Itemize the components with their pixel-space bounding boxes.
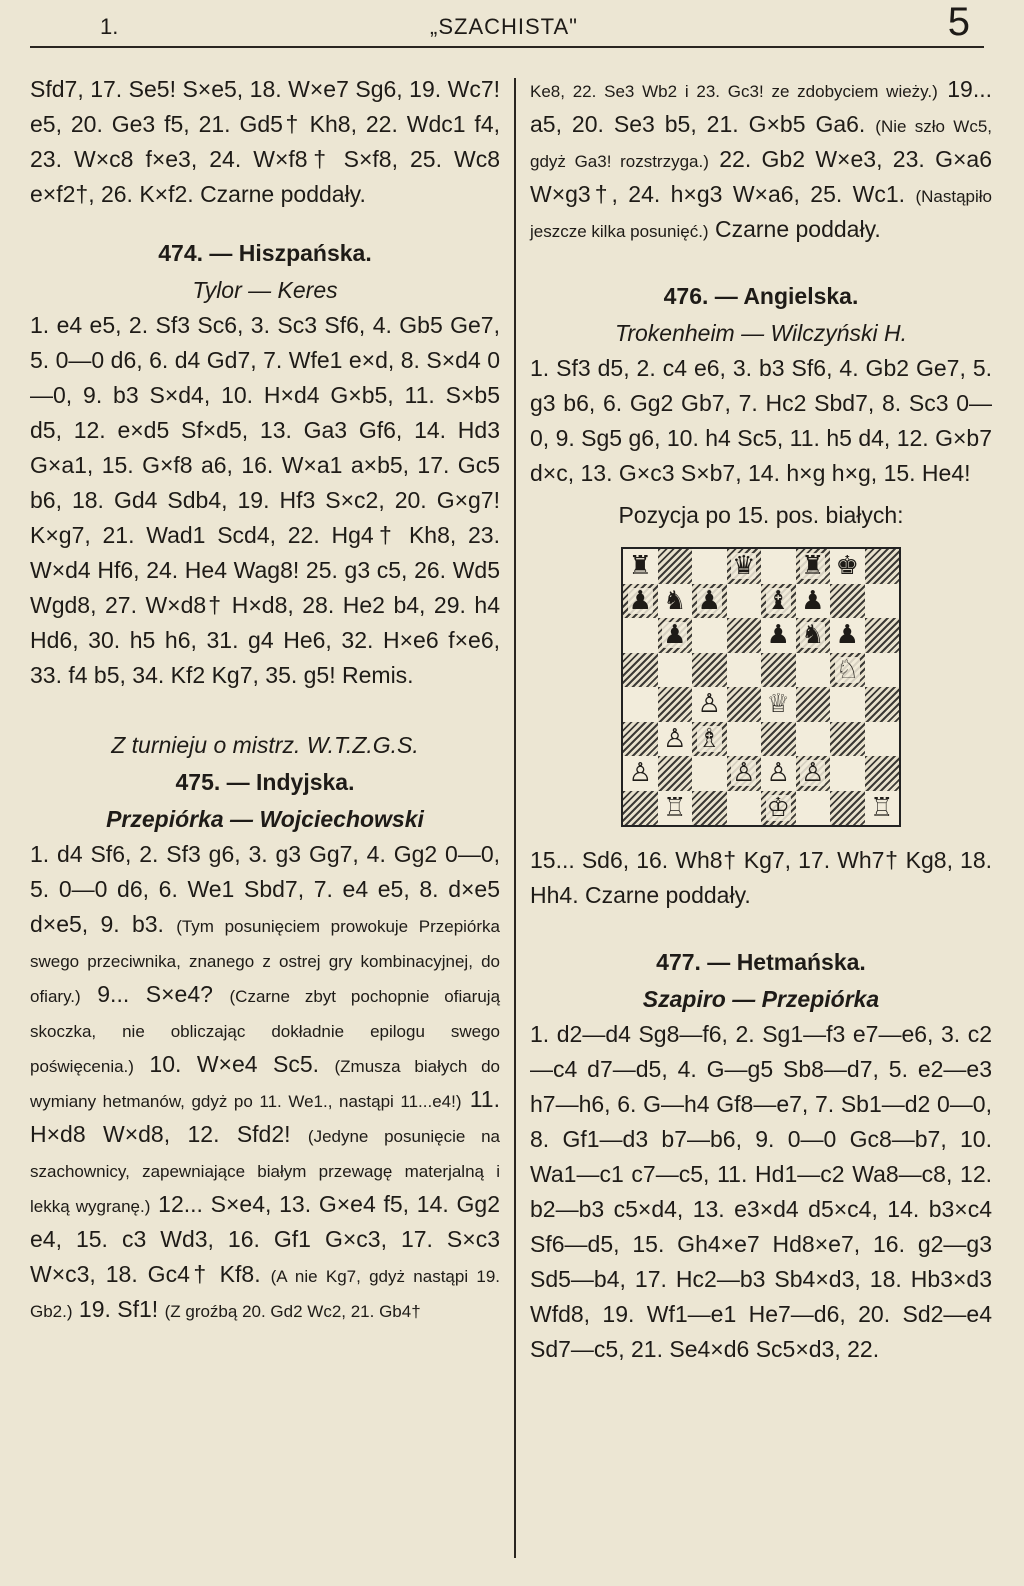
board-square (727, 584, 762, 619)
board-square (692, 722, 727, 757)
board-square (796, 722, 831, 757)
board-square (865, 653, 900, 688)
game-476-moves: 1. Sf3 d5, 2. c4 e6, 3. b3 Sf6, 4. Gb2 Ge7, 5. g3 b6, 6. Gg2 Gb7, 7. Hc2 Sbd7, 8. Sc3 0—0, 9. Sg5 g6, 10. h4 Sc5, 11. h5 d4, 12. G×b7 d×c, 13. G×c3 S×b7, 14. h×g h×g, 15. He4! (530, 355, 992, 486)
chess-piece: ♙ (801, 758, 825, 789)
board-square (623, 618, 658, 653)
comment-text: (Tym posunięciem prowokuje Przepiórka swego przeciwnika, znanego z ostrej gry kombinacyjnej, do ofiary.) (30, 917, 500, 1006)
chess-piece: ♙ (732, 758, 756, 789)
right-column (530, 72, 992, 1367)
board-square (761, 791, 796, 826)
board-square (761, 584, 796, 619)
board-square (830, 584, 865, 619)
comment-text: (A nie Kg7, gdyż nastąpi 19. Gb2.) (30, 1267, 501, 1321)
board-square (761, 756, 796, 791)
header-rule (30, 46, 984, 48)
game-474-players: Tylor — Keres (192, 277, 338, 303)
board-square (796, 653, 831, 688)
board-square (658, 653, 693, 688)
board-square (865, 584, 900, 619)
board-square (830, 687, 865, 722)
board-square (830, 549, 865, 584)
chess-piece: ♜ (801, 551, 825, 582)
board-square (761, 549, 796, 584)
chess-piece: ♘ (835, 654, 859, 685)
board-square (658, 549, 693, 584)
board-square (692, 618, 727, 653)
comment-text: (Jedyne posunięcie na szachownicy, zapewniające białym przewagę materjalną i lekką wygranę.) (30, 1127, 500, 1216)
game-474-moves: 1. e4 e5, 2. Sf3 Sc6, 3. Sc3 Sf6, 4. Gb5 Ge7, 5. 0—0 d6, 6. d4 Gd7, 7. Wfe1 e×d, 8. S×d4 0—0, 9. b3 S×d4, 10. H×d4 G×b5, 11. S×b5 d5, 12. e×d5 Sf×d5, 13. Ga3 Gf6, 14. Hd3 G×a1, 15. G×f8 a6, 16. W×a1 a×b5, 17. Gc5 b6, 18. Gd4 Sdb4, 19. Hf3 S×c2, 20. G×g7! K×g7, 21. Wad1 Scd4, 22. Hg4† Kh8, 23. W×d4 Hf6, 24. He4 Wag8! 25. g3 c5, 26. Wd5 Wgd8, 27. W×d8† H×d8, 28. He2 b4, 29. h4 Hd6, 30. h5 h6, 31. g4 He6, 32. H×e6 f×e6, 33. f4 b5, 34. Kf2 Kg7, 35. g5! Remis. (30, 312, 500, 688)
comment-text: Ke8, 22. Se3 Wb2 i 23. Gc3! ze zdobyciem wieży.) (530, 82, 938, 101)
game-477-title: 477. — Hetmańska. (656, 949, 866, 975)
comment-text: (Z groźbą 20. Gd2 Wc2, 21. Gb4† (164, 1302, 421, 1321)
board-square (830, 756, 865, 791)
board-square (796, 791, 831, 826)
chess-piece: ♙ (663, 723, 687, 754)
move-text: Czarne poddały. (714, 216, 881, 242)
board-square (761, 653, 796, 688)
move-text: 12... S×e4, 13. G×e4 f5, 14. Gg2 e4, 15. c3 Wd3, 16. Gf1 G×c3, 17. S×c3 W×c3, 18. Gc4† Kf8. (30, 1191, 500, 1287)
game-474-title: 474. — Hiszpańska. (158, 240, 372, 266)
board-square (830, 618, 865, 653)
game-476-players: Trokenheim — Wilczyński H. (614, 320, 908, 346)
board-square (692, 791, 727, 826)
comment-text: (Nie szło Wc5, gdyż Ga3! rozstrzyga.) (530, 117, 992, 171)
comment-text: (Zmusza białych do wymiany hetmanów, gdyż po 11. We1., nastąpi 11...e4!) (30, 1057, 500, 1111)
board-square (623, 687, 658, 722)
board-square (830, 791, 865, 826)
board-square (865, 618, 900, 653)
game-477-players: Szapiro — Przepiórka (642, 986, 880, 1012)
chess-piece: ♟ (835, 620, 859, 651)
game-477-moves: 1. d2—d4 Sg8—f6, 2. Sg1—f3 e7—e6, 3. c2—c4 d7—d5, 4. G—g5 Sb8—d7, 5. e2—e3 h7—h6, 6. G—h4 Gf8—e7, 7. Sb1—d2 0—0, 8. Gf1—d3 b7—b6, 9. 0—0 Gc8—b7, 10. Wa1—c1 c7—c5, 11. Hd1—c2 Wa8—c8, 12. b2—b3 c5×d4, 13. e3×d4 d5×c4, 14. b3×c4 Sf6—d5, 15. Gh4×e7 Hd8×e7, 16. g2—g3 Sd5—b4, 17. Hc2—b3 Sb4×d3, 18. Hb3×d3 Wfd8, 19. Wf1—e1 He7—d6, 20. Sd2—e4 Sd7—c5, 21. Se4×d6 Sc5×d3, 22. (530, 1021, 992, 1362)
board-square (761, 722, 796, 757)
game-475-moves (30, 837, 500, 1327)
chess-piece: ♖ (870, 792, 894, 823)
game-475-tournament: Z turnieju o mistrz. W.T.Z.G.S. (111, 732, 419, 758)
board-square (727, 687, 762, 722)
chess-piece: ♟ (663, 620, 687, 651)
board-square (727, 791, 762, 826)
board-square (658, 687, 693, 722)
board-square (865, 549, 900, 584)
board-square (692, 687, 727, 722)
chess-piece: ♙ (628, 758, 652, 789)
board-square (796, 549, 831, 584)
board-square (658, 791, 693, 826)
game-475-title: 475. — Indyjska. (175, 769, 355, 795)
page-number: 5 (947, 0, 970, 44)
board-square (658, 584, 693, 619)
chess-piece: ♚ (835, 551, 859, 582)
board-square (796, 618, 831, 653)
board-square (865, 791, 900, 826)
board-square (623, 756, 658, 791)
chess-piece: ♙ (697, 689, 721, 720)
move-text: 10. W×e4 Sc5. (149, 1051, 320, 1077)
move-text: 22. Gb2 W×e3, 23. G×a6 W×g3†, 24. h×g3 W×a6, 25. Wc1. (530, 146, 993, 207)
board-square (830, 653, 865, 688)
board-square (727, 722, 762, 757)
board-square (692, 549, 727, 584)
move-text: 11. H×d8 W×d8, 12. Sfd2! (30, 1086, 500, 1147)
move-text: 9... S×e4? (97, 981, 213, 1007)
board-square (865, 756, 900, 791)
chess-piece: ♝ (766, 585, 790, 616)
chess-piece: ♕ (766, 689, 790, 720)
board-square (865, 722, 900, 757)
move-text: 19... a5, 20. Se3 b5, 21. G×b5 Ga6. (530, 76, 993, 137)
chess-piece: ♞ (801, 620, 825, 651)
column-divider (514, 78, 516, 1558)
game-475-continuation (530, 72, 992, 247)
game-476-final-moves: 15... Sd6, 16. Wh8† Kg7, 17. Wh7† Kg8, 18. Hh4. Czarne poddały. (530, 847, 992, 908)
move-text: 1. d4 Sf6, 2. Sf3 g6, 3. g3 Gg7, 4. Gg2 0—0, 5. 0—0 d6, 6. We1 Sbd7, 7. e4 e5, 8. d×e5 d×e5, 9. b3. (30, 841, 500, 937)
board-square (761, 687, 796, 722)
diagram-caption: Pozycja po 15. pos. białych: (618, 502, 904, 528)
board-square (796, 756, 831, 791)
game-continuation-text: Sfd7, 17. Se5! S×e5, 18. W×e7 Sg6, 19. Wc7! e5, 20. Ge3 f5, 21. Gd5† Kh8, 22. Wdc1 f4, 23. W×c8 f×e3, 24. W×f8† S×f8, 25. Wc8 e×f2†, 26. K×f2. Czarne poddały. (30, 76, 500, 207)
chess-piece: ♛ (732, 551, 756, 582)
board-square (830, 722, 865, 757)
left-column (30, 72, 500, 1327)
board-square (623, 722, 658, 757)
game-476-title: 476. — Angielska. (663, 283, 859, 309)
publication-title: „SZACHISTA" (430, 14, 578, 39)
chess-piece: ♜ (628, 551, 652, 582)
board-square (761, 618, 796, 653)
board-square (727, 756, 762, 791)
board-square (658, 618, 693, 653)
board-square (623, 549, 658, 584)
chess-piece: ♟ (801, 585, 825, 616)
board-square (865, 687, 900, 722)
board-square (623, 653, 658, 688)
board-square (692, 584, 727, 619)
board-square (692, 756, 727, 791)
chess-piece: ♟ (628, 585, 652, 616)
chess-piece: ♞ (663, 585, 687, 616)
chess-piece: ♟ (766, 620, 790, 651)
chess-piece: ♖ (663, 792, 687, 823)
board-square (727, 549, 762, 584)
board-square (623, 584, 658, 619)
board-square (796, 584, 831, 619)
chess-piece: ♙ (766, 758, 790, 789)
board-square (727, 618, 762, 653)
board-square (692, 653, 727, 688)
chess-piece: ♔ (766, 792, 790, 823)
board-square (796, 687, 831, 722)
comment-text: (Czarne zbyt pochopnie ofiarują skoczka, nie obliczając dokładnie epilogu swego poświęcenia.) (30, 987, 501, 1076)
move-text: 19. Sf1! (78, 1296, 159, 1322)
comment-text: (Nastąpiło jeszcze kilka posunięć.) (530, 187, 992, 241)
chess-piece: ♟ (697, 585, 721, 616)
board-square (727, 653, 762, 688)
game-475-players: Przepiórka — Wojciechowski (106, 806, 424, 832)
board-square (658, 722, 693, 757)
issue-number: 1. (100, 14, 119, 39)
chess-piece: ♗ (697, 723, 721, 754)
chess-diagram (621, 547, 901, 827)
board-square (658, 756, 693, 791)
board-square (623, 791, 658, 826)
